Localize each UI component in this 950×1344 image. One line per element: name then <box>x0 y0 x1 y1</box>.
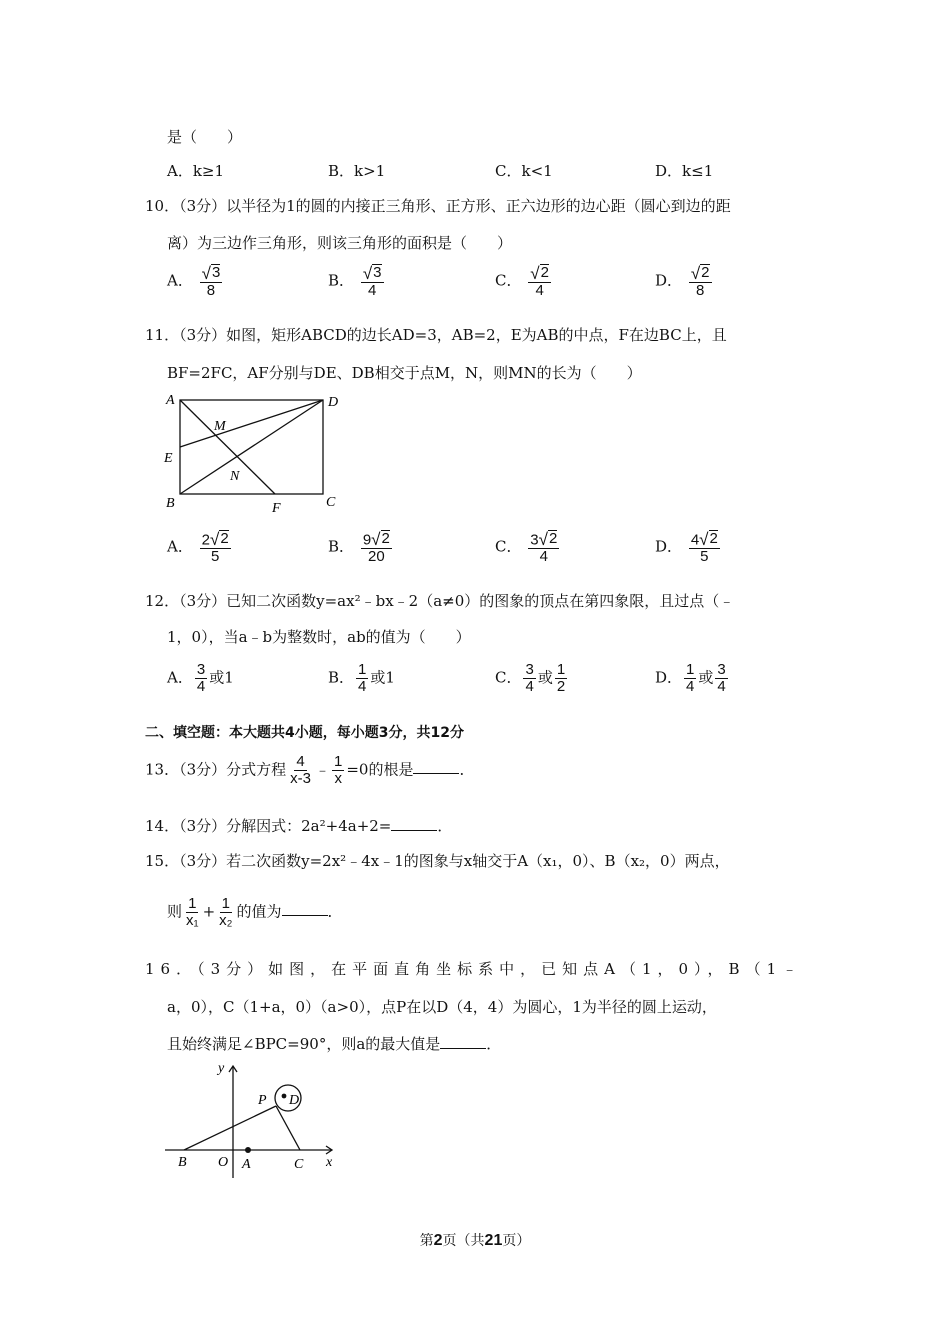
section-heading-fill-in: 二、填空题：本大题共4小题，每小题3分，共12分 <box>145 725 464 741</box>
q9-option-c: C．k<1 <box>495 162 553 180</box>
label-m: M <box>214 419 226 434</box>
q12-line2: 1，0），当a﹣b为整数时，ab的值为（ ） <box>167 628 471 646</box>
q9-option-d: D．k≤1 <box>655 162 714 180</box>
q11-option-a: A． 2 √ 2 5 <box>167 529 229 566</box>
label-a: A <box>166 393 175 408</box>
q15-line2: 则 $\frac{1}{\text{x₁}}$ + $\frac{1}{\text{x₂}}$ 的值为 ． <box>167 895 343 929</box>
label-d: D <box>328 395 339 410</box>
q12-option-b: B． $\frac{1}{4}$ 或1 <box>328 661 395 695</box>
q9-option-b: B．k>1 <box>328 162 386 180</box>
segment-af <box>180 400 275 494</box>
q12-option-a: A． $\frac{3}{4}$ 或1 <box>167 661 234 695</box>
q9-option-a: A．k≥1 <box>167 162 225 180</box>
q9-continuation: 是（ ） <box>167 128 243 146</box>
q11-option-c: C． 3 √ 2 4 <box>495 529 558 566</box>
q12-option-d: D． $\frac{1}{4}$ 或 $\frac{3}{4}$ <box>655 661 726 695</box>
q10-line1: 10．（3分）以半径为1的圆的内接正三角形、正方形、正六边形的边心距（圆心到边的距 <box>145 197 731 215</box>
point-d <box>282 1094 287 1099</box>
segment-pc <box>276 1106 300 1150</box>
label-b: B <box>166 496 175 511</box>
page-footer: 第2页（共21页） <box>419 1232 531 1249</box>
label-e: E <box>164 451 173 466</box>
q12-line1: 12．（3分）已知二次函数y=ax²﹣bx﹣2（a≠0）的图象的顶点在第四象限，且过点（﹣ <box>145 592 735 610</box>
q16-line1: 16．（3分）如图，在平面直角坐标系中，已知点A（1，0），B（1﹣ <box>145 960 804 978</box>
q11-option-d: D． 4 √ 2 5 <box>655 529 718 566</box>
q14: 14．（3分）分解因式：2a²+4a+2= ． <box>145 817 453 835</box>
q11-line2: BF=2FC，AF分别与DE、DB相交于点M，N，则MN的长为（ ） <box>167 364 642 382</box>
q10-option-d: D． √ 2 8 <box>655 263 710 300</box>
q10-option-b: B． √ 3 4 <box>328 263 382 300</box>
q11-line1: 11．（3分）如图，矩形ABCD的边长AD=3，AB=2，E为AB的中点，F在边BC上，且 <box>145 326 727 344</box>
label-d: D <box>289 1093 300 1108</box>
answer-blank <box>440 1036 486 1049</box>
label-y: y <box>218 1061 225 1076</box>
answer-blank <box>413 761 459 774</box>
answer-blank <box>391 818 437 831</box>
label-f: F <box>272 501 281 516</box>
segment-de <box>180 400 323 447</box>
label-n: N <box>230 469 240 484</box>
q16-coordinate-figure <box>160 1058 345 1183</box>
answer-blank <box>282 903 328 916</box>
label-a: A <box>242 1157 251 1172</box>
label-x: x <box>326 1155 333 1170</box>
segment-db <box>180 400 323 494</box>
q16-line3: 且始终满足∠BPC=90°，则a的最大值是 ． <box>167 1035 502 1053</box>
label-b: B <box>178 1155 187 1170</box>
q11-option-b: B． 9 √ 2 20 <box>328 529 390 566</box>
label-c: C <box>326 495 336 510</box>
q10-line2: 离）为三边作三角形，则该三角形的面积是（ ） <box>167 234 513 252</box>
label-o: O <box>218 1155 229 1170</box>
q10-option-a: A． √ 3 8 <box>167 263 221 300</box>
segment-bp <box>184 1106 276 1150</box>
label-p: P <box>258 1093 267 1108</box>
q11-rectangle-figure <box>160 390 350 518</box>
q16-line2: a，0），C（1+a，0）（a>0），点P在以D（4，4）为圆心，1为半径的圆上运动， <box>167 998 717 1016</box>
q12-option-c: C． $\frac{3}{4}$ 或 $\frac{1}{2}$ <box>495 661 566 695</box>
q13: 13．（3分）分式方程 $\frac{4}{x-3}$ ﹣ $\frac{1}{x}$ =0的根是 ． <box>145 753 475 787</box>
label-c: C <box>294 1157 304 1172</box>
q10-option-c: C． √ 2 4 <box>495 263 549 300</box>
point-a <box>245 1147 251 1153</box>
q15-line1: 15．（3分）若二次函数y=2x²﹣4x﹣1的图象与x轴交于A（x₁，0）、B（x₂，0）两点， <box>145 852 730 870</box>
